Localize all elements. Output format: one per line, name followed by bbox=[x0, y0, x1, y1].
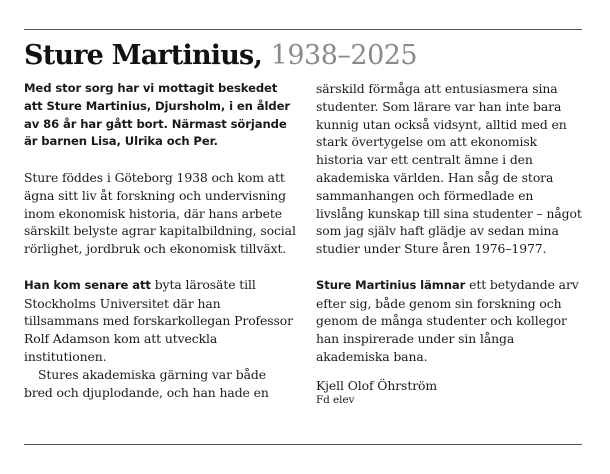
author-title: Fd elev bbox=[316, 393, 355, 406]
body-paragraph-academic-continued: särskild förmåga att entusiasmera sina studenter. Som lärare var han inte bara kunnig utan också vidsynt, alltid med en stark övertygelse om att ekonomisk historia var ett centralt ämne i den akademiska världen. Han såg de stora sammanhangen och förmedlade en livslång kunskap till sina studenter – något som jag själv haft glädje av sedan mina studier under Sture åren 1976–1977. bbox=[316, 81, 582, 257]
author-name: Kjell Olof Öhrström bbox=[316, 377, 438, 393]
body-paragraph-career bbox=[24, 276, 296, 366]
lead-paragraph: Med stor sorg har vi mottagit beskedet att Sture Martinius, Djursholm, i en ålder av 86 år har gått bort. Närmast sörjande är barnen Lisa, Ulrika och Per. bbox=[24, 81, 290, 149]
left-column bbox=[24, 80, 296, 401]
runin-heading-career: Han kom senare att bbox=[24, 277, 151, 292]
deceased-name: Sture Martinius, bbox=[24, 40, 263, 71]
life-years: 1938–2025 bbox=[270, 40, 418, 71]
top-rule bbox=[24, 29, 582, 30]
right-column bbox=[316, 80, 584, 407]
legacy-text: ett betydande arv efter sig, både genom sin forskning och genom de många studenter och kollegor han inspirerade under sin långa akademiska bana. bbox=[316, 276, 579, 364]
body-paragraph-legacy bbox=[316, 276, 584, 366]
body-paragraph-academic: Stures akademiska gärning var både bred och djuplodande, och han hade en bbox=[24, 366, 269, 400]
career-text: byta lärosäte till Stockholms Universitet där han tillsammans med forskarkollegan Professor Rolf Adamson kom att utveckla institutionen. bbox=[24, 276, 293, 364]
bottom-rule bbox=[24, 444, 582, 445]
body-paragraph-birth: Sture föddes i Göteborg 1938 och kom att ägna sitt liv åt forskning och undervisning inom ekonomisk historia, där hans arbete särskilt belyste agrar kapitalbildning, social rörlighet, jordbruk och ekonomisk tillväxt. bbox=[24, 169, 296, 257]
runin-heading-legacy: Sture Martinius lämnar bbox=[316, 277, 466, 292]
obituary-headline bbox=[24, 38, 417, 74]
